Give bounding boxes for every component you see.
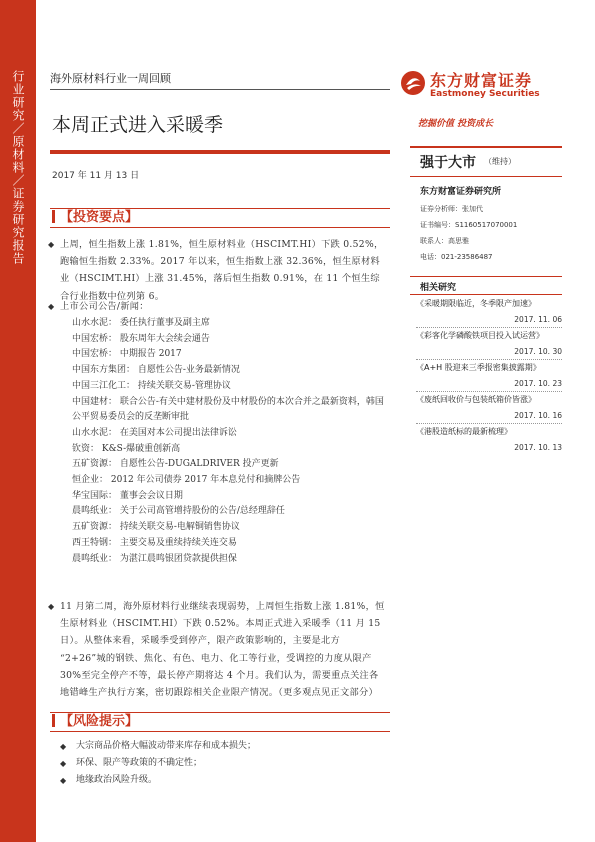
- related-separator: [416, 359, 562, 360]
- bullet-diamond-icon: ◆: [48, 240, 55, 249]
- news-item: 华宝国际： 董事会会议日期: [72, 490, 183, 501]
- risk-heading: [50, 712, 390, 732]
- analyst-line: 证券分析师：张加代: [420, 205, 483, 213]
- brand-logo-icon: [400, 70, 426, 96]
- news-item: 中国宏桥： 股东周年大会续会通告: [72, 333, 210, 344]
- brand-name-en: Eastmoney Securities: [430, 89, 540, 99]
- risk-list: [60, 738, 386, 789]
- related-rule-bottom: [410, 294, 562, 295]
- paragraph-outlook: [48, 598, 386, 701]
- news-item: 钦资： K&S-爆破重创新高: [72, 443, 181, 454]
- rating-label: 强于大市: [420, 155, 476, 171]
- related-date: 2017. 11. 06: [514, 315, 562, 324]
- brand-slogan: 挖掘价值 投资成长: [418, 119, 494, 129]
- bullet-diamond-icon: ◆: [60, 776, 67, 785]
- related-item[interactable]: 《采暖期限临近，冬季限产加速》: [416, 299, 536, 308]
- rating-rule: [410, 146, 562, 148]
- news-item: 晨鸣纸业： 为湛江晨鸣银团贷款提供担保: [72, 553, 237, 564]
- bullet-diamond-icon: ◆: [60, 742, 67, 751]
- news-item: 西王特钢： 主要交易及重续持续关连交易: [72, 537, 237, 548]
- risk-text: 环保、限产等政策的不确定性；: [76, 758, 203, 768]
- heading-bar: [52, 714, 55, 727]
- related-separator: [416, 391, 562, 392]
- news-intro-text: 上市公司公告/新闻：: [60, 301, 149, 312]
- risk-item: [60, 772, 386, 789]
- bullet-diamond-icon: ◆: [48, 602, 55, 611]
- news-list: [72, 316, 392, 567]
- risk-item: [60, 738, 386, 755]
- paragraph-market-text: 上周，恒生指数上涨 1.81%，恒生原材料业（HSCIMT.HI）下跌 0.52%，跑输恒生指数 2.33%。2017 年以来，恒生指数上涨 32.36%，恒生原材料业（HSCIMT.HI）上涨 31.45%，落后恒生指数 0.91%，在 11 个恒生综合行业指数中位列第 6。: [60, 239, 384, 302]
- risk-text: 地缘政治风险升级。: [76, 775, 158, 785]
- news-item: 中国建材： 联合公告-有关中建材股份及中材股份的本次合并之最新资料，韩国公平贸易委员会的反垄断审批: [72, 396, 384, 423]
- report-date: 2017 年 11 月 13 日: [52, 171, 140, 181]
- news-item: 晨鸣纸业： 关于公司高管增持股份的公告/总经理辞任: [72, 506, 285, 517]
- page-title: 本周正式进入采暖季: [52, 114, 224, 136]
- institute-name: 东方财富证券研究所: [420, 187, 502, 197]
- related-item[interactable]: 《彩客化学磷酸铁项目投入试运营》: [416, 331, 544, 340]
- key-points-title: 【投资要点】: [60, 210, 139, 225]
- brand-logo: [400, 66, 560, 112]
- side-category-text: 行业研究／原材料／证券研究报告: [11, 70, 25, 265]
- paragraph-outlook-text: 11 月第二周，海外原材料行业继续表现弱势，上周恒生指数上涨 1.81%，恒生原材料业（HSCIMT.HI）下跌 0.52%。本周正式进入采暖季（11 月 15 日）。从整体来看，采暖季受到停产，限产政策影响的，主要是北方 “2+26”城的钢铁、焦化、有色、电力、化工等行业，受调控的力度从限产 30%至完全停产不等，最长停产期将达 4 个月。我们认为，需要重点关注各地错峰生产执行方案，密切跟踪相关企业限产情况。（更多观点见正文部分）: [60, 601, 385, 699]
- related-date: 2017. 10. 13: [514, 443, 562, 452]
- related-item[interactable]: 《A+H 股迎来三季报密集披露期》: [416, 363, 541, 372]
- cert-line: 证书编号：S1160517070001: [420, 221, 518, 229]
- news-item: 山水水泥： 委任执行董事及副主席: [72, 318, 210, 328]
- news-item: 中国东方集团： 自愿性公告-业务最新情况: [72, 365, 240, 376]
- title-rule: [50, 150, 390, 154]
- paragraph-news-intro: [48, 298, 386, 315]
- risk-text: 大宗商品价格大幅波动带来库存和成本损失；: [76, 741, 257, 751]
- phone-line: 电话：021-23586487: [420, 253, 493, 261]
- related-item[interactable]: 《港股造纸标的最新梳理》: [416, 427, 512, 436]
- related-rule: [410, 276, 562, 277]
- news-item: 中国宏桥： 中期报告 2017: [72, 349, 182, 360]
- rating-rule-bottom: [410, 176, 562, 177]
- brand-name-cn: 东方财富证券: [430, 71, 533, 90]
- related-date: 2017. 10. 30: [514, 347, 562, 356]
- related-separator: [416, 423, 562, 424]
- paragraph-market: [48, 236, 386, 305]
- heading-bar: [52, 210, 55, 223]
- key-points-heading: [50, 208, 390, 228]
- news-item: 中国三江化工： 持续关联交易-管理协议: [72, 380, 231, 391]
- contact-line: 联系人：高思雅: [420, 237, 469, 245]
- related-separator: [416, 327, 562, 328]
- rating-sub: （维持）: [484, 157, 516, 166]
- bullet-diamond-icon: ◆: [60, 759, 67, 768]
- risk-title: 【风险提示】: [60, 714, 139, 729]
- related-heading: 相关研究: [420, 283, 457, 293]
- related-date: 2017. 10. 23: [514, 379, 562, 388]
- news-item: 五矿资源： 自愿性公告-DUGALDRIVER 投产更新: [72, 459, 279, 470]
- bullet-diamond-icon: ◆: [48, 302, 55, 311]
- header-rule: [50, 89, 390, 90]
- news-item: 恒企业： 2012 年公司债券 2017 年本息兑付和摘牌公告: [72, 475, 301, 486]
- related-date: 2017. 10. 16: [514, 411, 562, 420]
- series-title: 海外原材料行业一周回顾: [50, 72, 171, 85]
- related-item[interactable]: 《废纸回收价与包装纸箱价皆涨》: [416, 395, 536, 404]
- news-item: 山水水泥： 在美国对本公司提出法律诉讼: [72, 427, 237, 438]
- news-item: 五矿资源： 持续关联交易-电解铜销售协议: [72, 522, 240, 533]
- risk-item: [60, 755, 386, 772]
